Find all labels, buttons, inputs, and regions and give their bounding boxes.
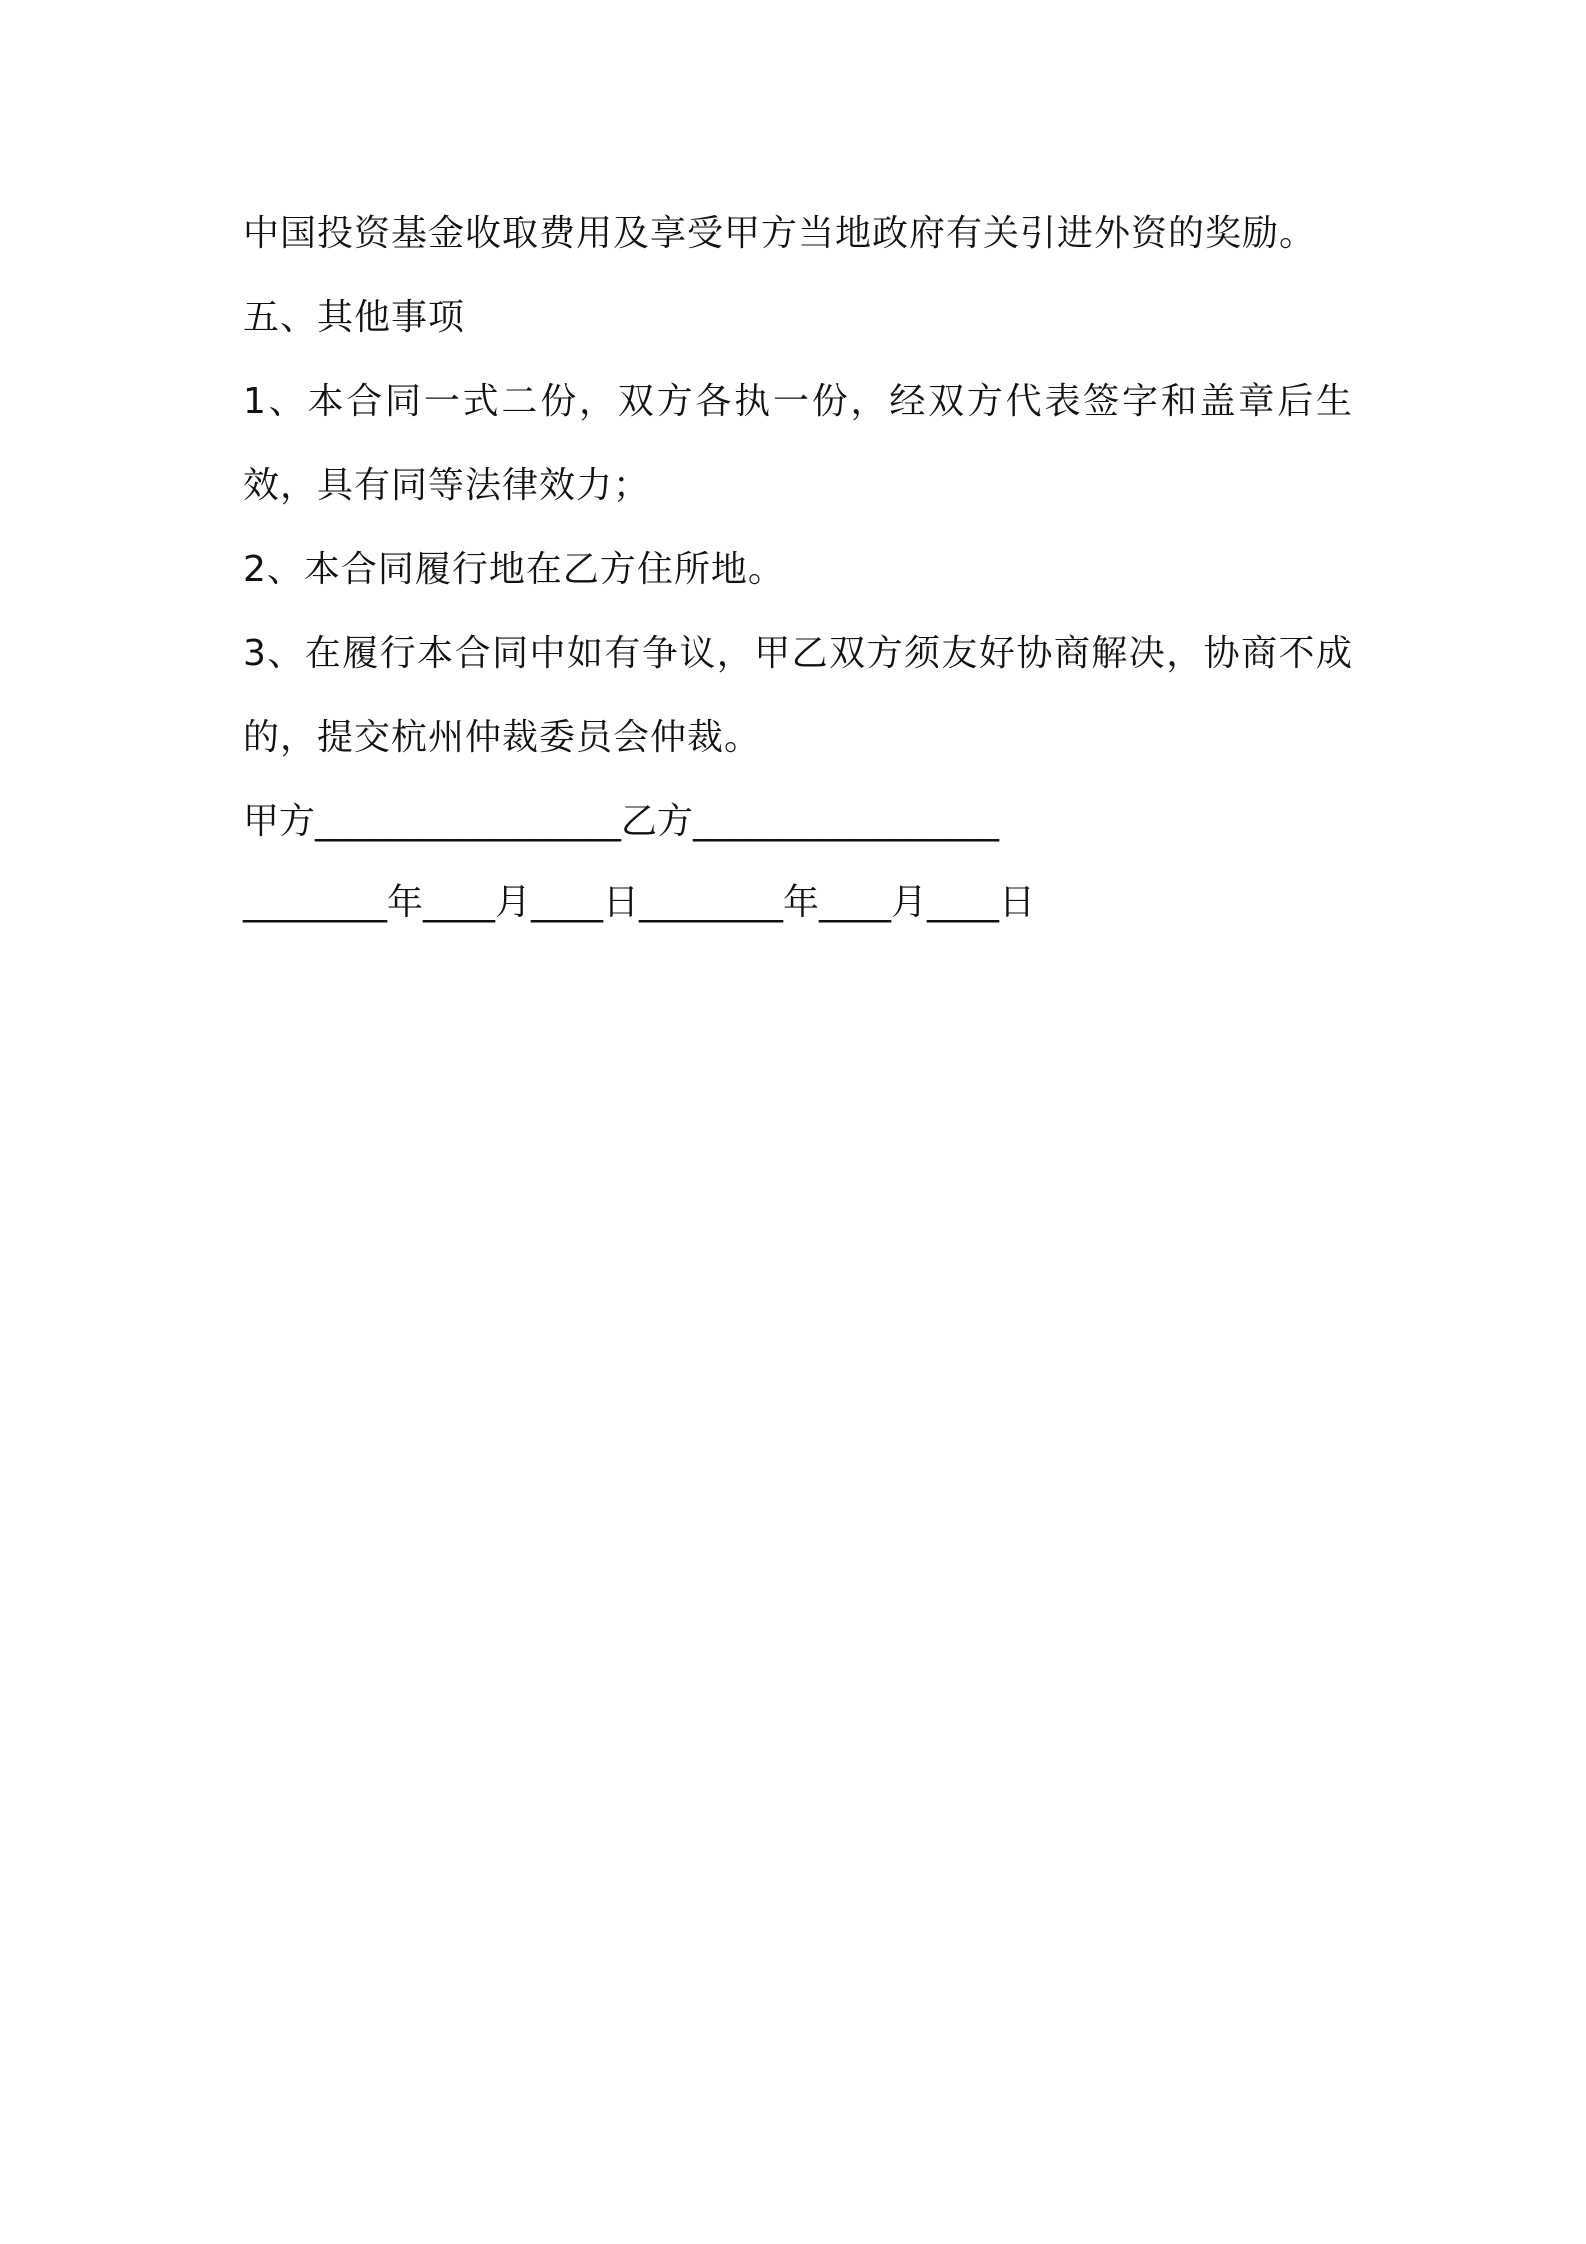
clause-2: 2、本合同履行地在乙方住所地。 [243,549,785,590]
date-line: ________年____月____日________年____月____日 [243,882,1035,923]
clause-3: 3、在履行本合同中如有争议，甲乙双方须友好协商解决，协商不成的，提交杭州仲裁委员会仲裁。 [243,633,1353,758]
section-heading-other-matters: 五、其他事项 [243,297,466,338]
document-body [243,192,1353,942]
signature-line: 甲方_________________乙方_________________ [243,801,999,842]
clause-1: 1、本合同一式二份，双方各执一份，经双方代表签字和盖章后生效，具有同等法律效力； [243,381,1353,506]
paragraph-investment-fund: 中国投资基金收取费用及享受甲方当地政府有关引进外资的奖励。 [243,213,1317,254]
